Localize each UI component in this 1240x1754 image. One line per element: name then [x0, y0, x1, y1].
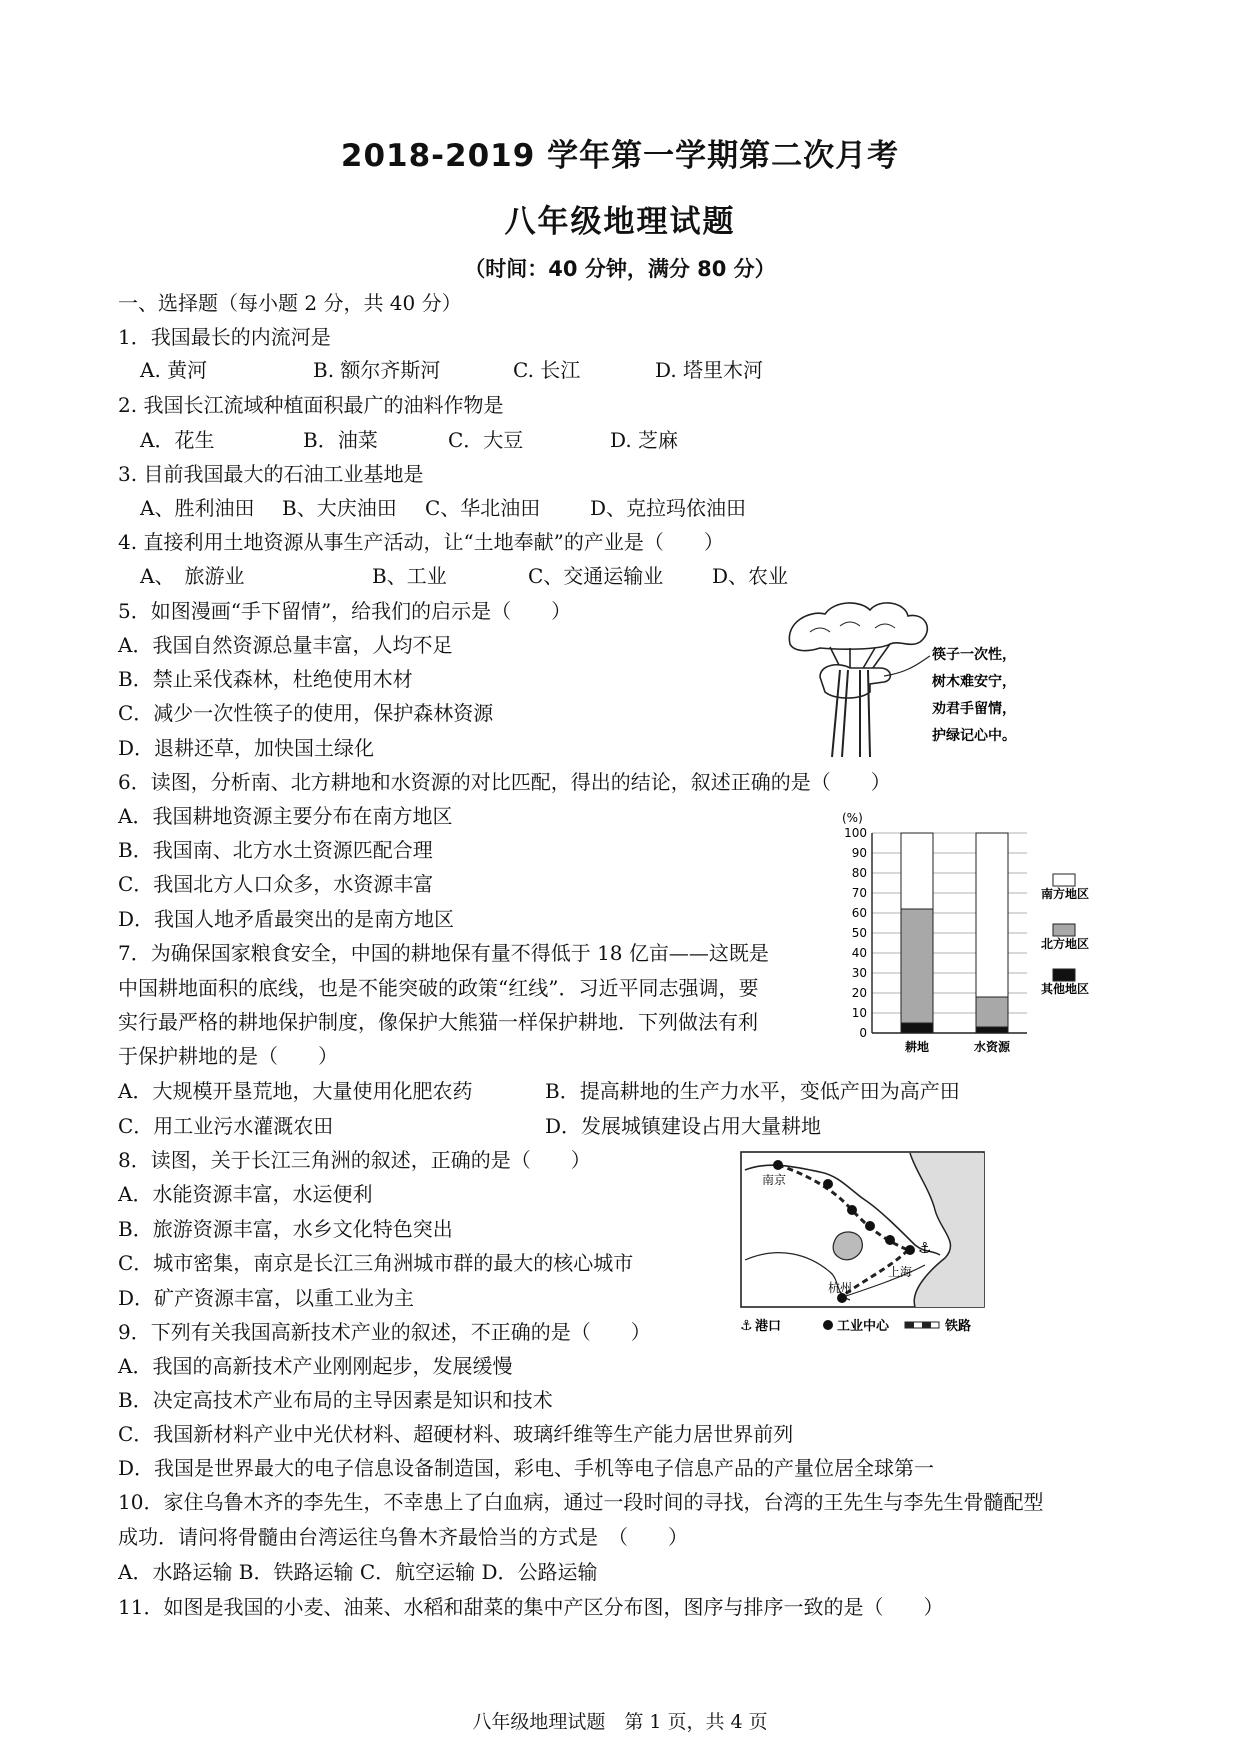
q7-option-a: A．大规模开垦荒地，大量使用化肥农药: [118, 1079, 473, 1103]
question-5-stem: 5．如图漫画“手下留情”，给我们的启示是（ ）: [118, 599, 572, 623]
legend-railway-label: 铁路: [945, 1319, 972, 1334]
q5-option-d: D．退耕还草，加快国土绿化: [118, 736, 375, 760]
q10-options: A．水路运输 B．铁路运输 C．航空运输 D．公路运输: [118, 1560, 598, 1584]
question-1-stem: 1．我国最长的内流河是: [118, 325, 331, 349]
question-4-stem: 4. 直接利用土地资源从事生产活动，让“土地奉献”的产业是（ ）: [118, 530, 724, 554]
speech-line: [884, 656, 930, 676]
page-footer: 八年级地理试题 第 1 页，共 4 页: [472, 1711, 768, 1733]
exam-time-note: （时间：40 分钟，满分 80 分）: [464, 257, 776, 281]
land-water-chart: [840, 808, 1100, 1063]
legend-port-label: 港口: [755, 1319, 782, 1334]
question-3-stem: 3. 目前我国最大的石油工业基地是: [118, 462, 424, 486]
q1-option-a: A. 黄河: [140, 358, 208, 382]
chopsticks-cartoon: [780, 592, 1040, 760]
question-10-line-2: 成功．请问将骨髓由台湾运往乌鲁木齐最恰当的方式是 （ ）: [118, 1525, 688, 1549]
bar-segment: [976, 997, 1008, 1027]
q6-option-a: A．我国耕地资源主要分布在南方地区: [118, 804, 453, 828]
q9-option-a: A．我国的高新技术产业刚刚起步，发展缓慢: [118, 1354, 513, 1378]
y-tick-label: 50: [851, 926, 867, 940]
map-label-shanghai: 上海: [888, 1265, 913, 1279]
q8-option-a: A．水能资源丰富，水运便利: [118, 1182, 373, 1206]
q5-option-b: B．禁止采伐森林，杜绝使用木材: [118, 667, 413, 691]
hand: [820, 665, 890, 698]
y-tick-label: 80: [851, 866, 867, 880]
q7-option-c: C．用工业污水灌溉农田: [118, 1114, 334, 1138]
section-heading: 一、选择题（每小题 2 分，共 40 分）: [118, 291, 462, 315]
question-11-stem: 11．如图是我国的小麦、油莱、水稻和甜菜的集中产区分布图，图序与排序一致的是（ ）: [118, 1595, 944, 1619]
port-anchor-icon: ⚓: [918, 1239, 932, 1257]
q9-option-d: D．我国是世界最大的电子信息设备制造国，彩电、手机等电子信息产品的产量位居全球第一: [118, 1456, 935, 1480]
legend-swatch: [1053, 874, 1075, 886]
legend-label: 南方地区: [1040, 887, 1090, 901]
y-tick-label: 90: [851, 846, 867, 860]
q7-option-b: B．提高耕地的生产力水平，变低产田为高产田: [545, 1079, 960, 1103]
question-10-line-1: 10．家住乌鲁木齐的李先生，不幸患上了白血病，通过一段时间的寻找，台湾的王先生与李先生骨髓配型: [118, 1490, 1044, 1514]
q3-option-b: B、大庆油田: [282, 496, 397, 520]
cartoon-text-3: 劝君手留情，: [932, 701, 1016, 717]
q4-option-a: A、 旅游业: [140, 564, 245, 588]
industry-center-4: [865, 1221, 875, 1231]
q2-option-b: B．油菜: [303, 428, 378, 452]
q3-option-d: D、克拉玛依油田: [590, 496, 747, 520]
q7-option-d: D．发展城镇建设占用大量耕地: [545, 1114, 822, 1138]
bar-segment: [901, 1023, 933, 1033]
q2-option-d: D. 芝麻: [610, 428, 679, 452]
bar-segment: [976, 1027, 1008, 1033]
q1-option-d: D. 塔里木河: [655, 358, 764, 382]
canopy-texture: [810, 622, 895, 632]
question-6-stem: 6．读图，分析南、北方耕地和水资源的对比匹配，得出的结论，叙述正确的是（ ）: [118, 770, 891, 794]
question-9-stem: 9．下列有关我国高新技术产业的叙述，不正确的是（ ）: [118, 1320, 651, 1344]
cartoon-text-1: 筷子一次性，: [932, 647, 1016, 663]
y-tick-label: 20: [851, 986, 867, 1000]
legend-industry-label: 工业中心: [837, 1319, 890, 1334]
q9-option-b: B．决定高技术产业布局的主导因素是知识和技术: [118, 1388, 553, 1412]
delta-map-drawing: [740, 1150, 995, 1340]
y-tick-label: 10: [851, 1006, 867, 1020]
taihu-lake: [833, 1232, 862, 1260]
q4-option-c: C、交通运输业: [528, 564, 664, 588]
q3-option-a: A、胜利油田: [140, 496, 255, 520]
q3-option-c: C、华北油田: [425, 496, 541, 520]
industry-center-2: [823, 1179, 833, 1189]
y-tick-label: 70: [851, 886, 867, 900]
q1-option-c: C. 长江: [513, 358, 581, 382]
q6-option-c: C．我国北方人口众多，水资源丰富: [118, 872, 434, 896]
question-8-stem: 8．读图，关于长江三角洲的叙述，正确的是（ ）: [118, 1148, 591, 1172]
q5-option-c: C．减少一次性筷子的使用，保护森林资源: [118, 701, 494, 725]
question-7-line-4: 于保护耕地的是（ ）: [118, 1044, 338, 1068]
y-axis-unit: (%): [842, 811, 863, 825]
q5-option-a: A．我国自然资源总量丰富，人均不足: [118, 633, 453, 657]
cartoon-text-2: 树木难安宁，: [932, 674, 1016, 690]
cartoon-text-4: 护绿记心中。: [932, 728, 1016, 744]
legend-label: 北方地区: [1040, 937, 1090, 951]
q8-option-c: C．城市密集，南京是长江三角洲城市群的最大的核心城市: [118, 1251, 634, 1275]
y-tick-label: 60: [851, 906, 867, 920]
y-tick-label: 0: [859, 1026, 867, 1040]
bar-segment: [976, 833, 1008, 997]
x-category-label: 耕地: [904, 1040, 930, 1054]
legend-label: 其他地区: [1040, 982, 1090, 996]
industry-nanjing: [773, 1160, 783, 1170]
y-tick-label: 40: [851, 946, 867, 960]
question-7-line-1: 7．为确保国家粮食安全，中国的耕地保有量不得低于 18 亿亩——这既是: [118, 941, 769, 965]
map-label-nanjing: 南京: [762, 1173, 787, 1187]
exam-subtitle: 八年级地理试题: [504, 204, 736, 240]
q4-option-d: D、农业: [712, 564, 789, 588]
tree-canopy: [789, 603, 927, 651]
question-7-line-3: 实行最严格的耕地保护制度，像保护大熊猫一样保护耕地．下列做法有利: [118, 1010, 758, 1034]
legend-industry-icon: [823, 1320, 833, 1330]
question-2-stem: 2. 我国长江流域种植面积最广的油料作物是: [118, 393, 504, 417]
industry-center-3: [847, 1205, 857, 1215]
q6-option-d: D．我国人地矛盾最突出的是南方地区: [118, 907, 455, 931]
q1-option-b: B. 额尔齐斯河: [313, 358, 441, 382]
q2-option-a: A．花生: [140, 428, 215, 452]
legend-swatch: [1053, 924, 1075, 936]
q8-option-b: B．旅游资源丰富，水乡文化特色突出: [118, 1217, 453, 1241]
y-tick-label: 100: [844, 826, 867, 840]
stacked-bar-chart: [840, 808, 1100, 1063]
cartoon-drawing: [780, 592, 1040, 760]
legend-anchor-icon: ⚓: [740, 1318, 753, 1334]
q6-option-b: B．我国南、北方水土资源匹配合理: [118, 838, 433, 862]
legend-railway-seg2: [922, 1322, 931, 1328]
bar-segment: [901, 833, 933, 909]
q8-option-d: D．矿产资源丰富，以重工业为主: [118, 1286, 415, 1310]
industry-center-5: [885, 1235, 895, 1245]
q4-option-b: B、工业: [372, 564, 447, 588]
q9-option-c: C．我国新材料产业中光伏材料、超硬材料、玻璃纤维等生产能力居世界前列: [118, 1422, 794, 1446]
yangtze-delta-map: [740, 1150, 995, 1340]
question-7-line-2: 中国耕地面积的底线，也是不能突破的政策“红线”．习近平同志强调，要: [118, 976, 759, 1000]
bar-segment: [901, 909, 933, 1023]
map-label-hangzhou: 杭州: [828, 1281, 853, 1295]
x-category-label: 水资源: [973, 1040, 1011, 1054]
exam-title: 2018-2019 学年第一学期第二次月考: [340, 138, 900, 174]
q2-option-c: C．大豆: [448, 428, 524, 452]
legend-railway-seg1: [905, 1322, 914, 1328]
y-tick-label: 30: [851, 966, 867, 980]
industry-shanghai: [905, 1245, 915, 1255]
legend-swatch: [1053, 969, 1075, 981]
